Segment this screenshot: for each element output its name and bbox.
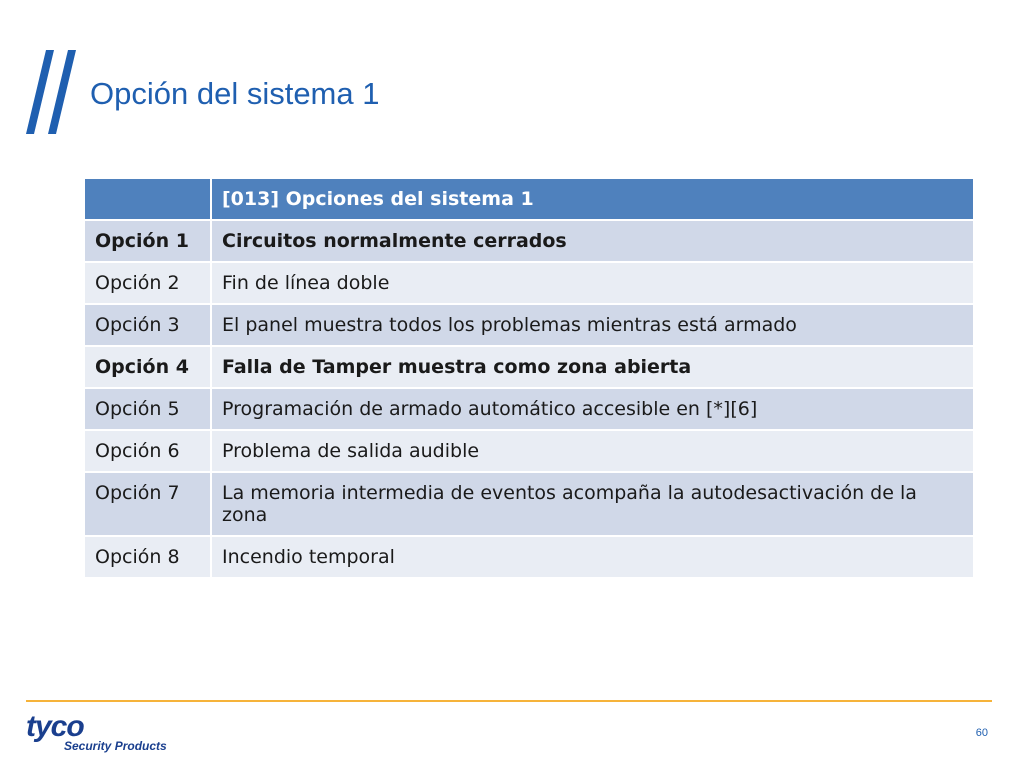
table-row xyxy=(85,388,973,430)
option-cell: Opción 6 xyxy=(85,430,211,472)
table-row xyxy=(85,430,973,472)
table-row xyxy=(85,262,973,304)
description-cell: Incendio temporal xyxy=(211,536,973,578)
description-cell: Programación de armado automático accesible en [*][6] xyxy=(211,388,973,430)
table-row xyxy=(85,536,973,578)
page-title: Opción del sistema 1 xyxy=(90,76,380,111)
table-row xyxy=(85,220,973,262)
header-cell-description: [013] Opciones del sistema 1 xyxy=(211,179,973,220)
tyco-logo xyxy=(26,712,186,758)
description-cell: Circuitos normalmente cerrados xyxy=(211,220,973,262)
description-cell: Falla de Tamper muestra como zona abierta xyxy=(211,346,973,388)
option-cell: Opción 1 xyxy=(85,220,211,262)
option-cell: Opción 5 xyxy=(85,388,211,430)
option-cell: Opción 7 xyxy=(85,472,211,536)
option-cell: Opción 8 xyxy=(85,536,211,578)
description-cell: La memoria intermedia de eventos acompaña la autodesactivación de la zona xyxy=(211,472,973,536)
page-number: 60 xyxy=(975,727,988,739)
table-row xyxy=(85,304,973,346)
option-cell: Opción 2 xyxy=(85,262,211,304)
table-row xyxy=(85,346,973,388)
description-cell: Problema de salida audible xyxy=(211,430,973,472)
table-row xyxy=(85,472,973,536)
footer-divider xyxy=(26,700,992,702)
description-cell: Fin de línea doble xyxy=(211,262,973,304)
double-slash-accent-icon xyxy=(24,50,84,134)
table-header-row xyxy=(85,179,973,220)
header-cell-option xyxy=(85,179,211,220)
option-cell: Opción 3 xyxy=(85,304,211,346)
option-cell: Opción 4 xyxy=(85,346,211,388)
options-table xyxy=(85,179,973,579)
logo-wordmark: tyco xyxy=(26,710,84,743)
description-cell: El panel muestra todos los problemas mientras está armado xyxy=(211,304,973,346)
logo-tagline: Security Products xyxy=(64,739,167,753)
